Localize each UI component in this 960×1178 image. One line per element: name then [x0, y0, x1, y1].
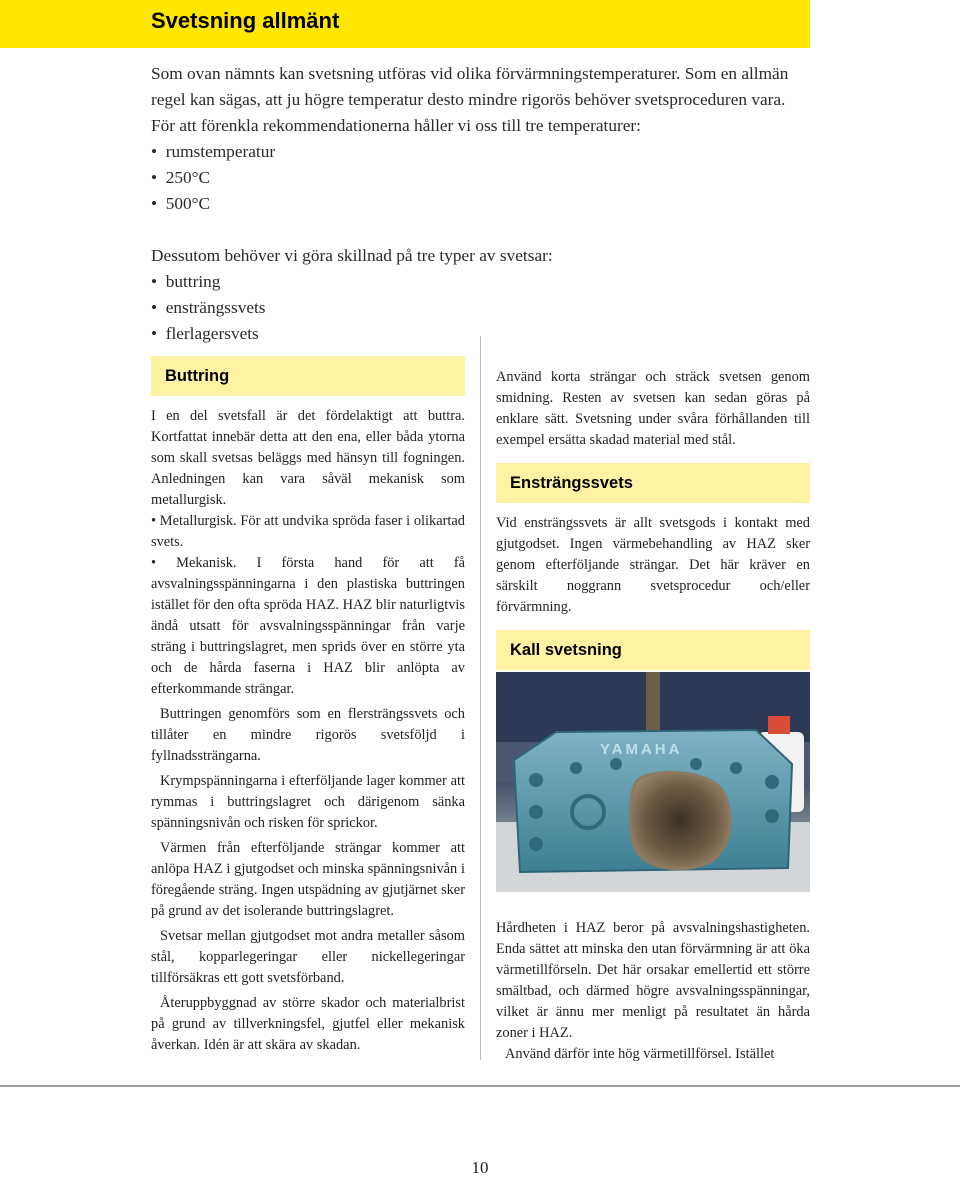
photo-brand-text: YAMAHA [600, 741, 683, 758]
paragraph: Använd korta strängar och sträck svetsen genom smidning. Resten av svetsen kan sedan göras på enklare sätt. Svetsning under svåra förhållanden till exempel ersätta skadad material med stål. [496, 369, 810, 448]
list-item: • ensträngssvets [151, 295, 811, 321]
page-title: Svetsning allmänt [151, 8, 340, 33]
intro-paragraph: Som ovan nämnts kan svetsning utföras vid olika förvärmningstemperaturer. Som en allmän regel kan sägas, att ju högre temperatur desto mindre rigorös behöver svetsproceduren vara. För att förenkla rekommendationerna håller vi oss till tre temperaturer: [151, 64, 789, 135]
intro-section [151, 61, 811, 347]
subheading-kall-svetsning: Kall svetsning [496, 630, 810, 670]
header-bar [0, 0, 810, 48]
list-item: • 250°C [151, 165, 811, 191]
paragraph: Vid ensträngssvets är allt svetsgods i kontakt med gjutgodset. Ingen värmebehandling av HAZ sker genom efterföljande strängar. Det här kräver en särskilt noggrann svetsprocedur och/eller förvärmning. [496, 515, 810, 615]
temperature-list [151, 139, 811, 217]
weld-type-list [151, 269, 811, 347]
subheading-enstrangssvets: Ensträngssvets [496, 463, 810, 503]
paragraph: Krympspänningarna i efterföljande lager kommer att rymmas i buttringslagret och därigenom sänka spänningsnivån och risken för sprickor. [151, 773, 465, 831]
engine-block-photo [496, 672, 810, 892]
footer-divider [0, 1085, 960, 1087]
left-column [151, 356, 465, 1056]
list-item: • 500°C [151, 191, 811, 217]
column-divider [480, 336, 481, 1060]
photo-illustration [496, 672, 810, 892]
paragraph: I en del svetsfall är det fördelaktigt att buttra. Kortfattat innebär detta att den ena, eller båda ytorna som skall svetsas beläggs med hänsyn till fogningen. Anledningen kan vara såväl mekanisk som metallurgisk. [151, 408, 465, 508]
list-item: • flerlagersvets [151, 321, 811, 347]
paragraph: • Mekanisk. I första hand för att få avsvalningsspänningarna i den plastiska buttringen istället för den ofta spröda HAZ. HAZ blir naturligtvis ändå utsatt för avsvalningsspänningar från varje sträng i buttringslagret, men sprids över en större yta och de hårda faserna i HAZ blir anlöpta av efterkommande strängar. [151, 555, 465, 697]
paragraph: Svetsar mellan gjutgodset mot andra metaller såsom stål, kopparlegeringar eller nickellegeringar tillförsäkras ett gott svetsförband. [151, 928, 465, 986]
paragraph: • Metallurgisk. För att undvika spröda faser i olikartad svets. [151, 513, 465, 550]
weld-types-intro: Dessutom behöver vi göra skillnad på tre typer av svetsar: [151, 246, 553, 265]
list-item: • buttring [151, 269, 811, 295]
paragraph: Värmen från efterföljande strängar kommer att anlöpa HAZ i gjutgodset och minska spänningsnivån i föregående sträng. Ingen utspädning av gjutjärnet sker på grund av det isolerande buttringslagret. [151, 840, 465, 919]
list-item: • rumstemperatur [151, 139, 811, 165]
paragraph: Använd därför inte hög värmetillförsel. Istället [505, 1046, 775, 1062]
right-column [496, 367, 810, 1065]
subheading-buttring: Buttring [151, 356, 465, 396]
paragraph: Återuppbyggnad av större skador och materialbrist på grund av tillverkningsfel, gjutfel eller mekanisk åverkan. Idén är att skära av skadan. [151, 995, 465, 1053]
paragraph: Buttringen genomförs som en flersträngssvets och tillåter en mindre rigorös svetsföljd i fyllnadssträngarna. [151, 706, 465, 764]
page-number: 10 [471, 1158, 489, 1177]
paragraph: Hårdheten i HAZ beror på avsvalningshastigheten. Enda sättet att minska den utan förvärmning är att öka värmetillförseln. Det här orsakar emellertid ett större smältbad, och därmed högre avsvalningsspänningar, vilket är ännu mer menligt på resultatet än hårda zoner i HAZ. [496, 920, 810, 1041]
